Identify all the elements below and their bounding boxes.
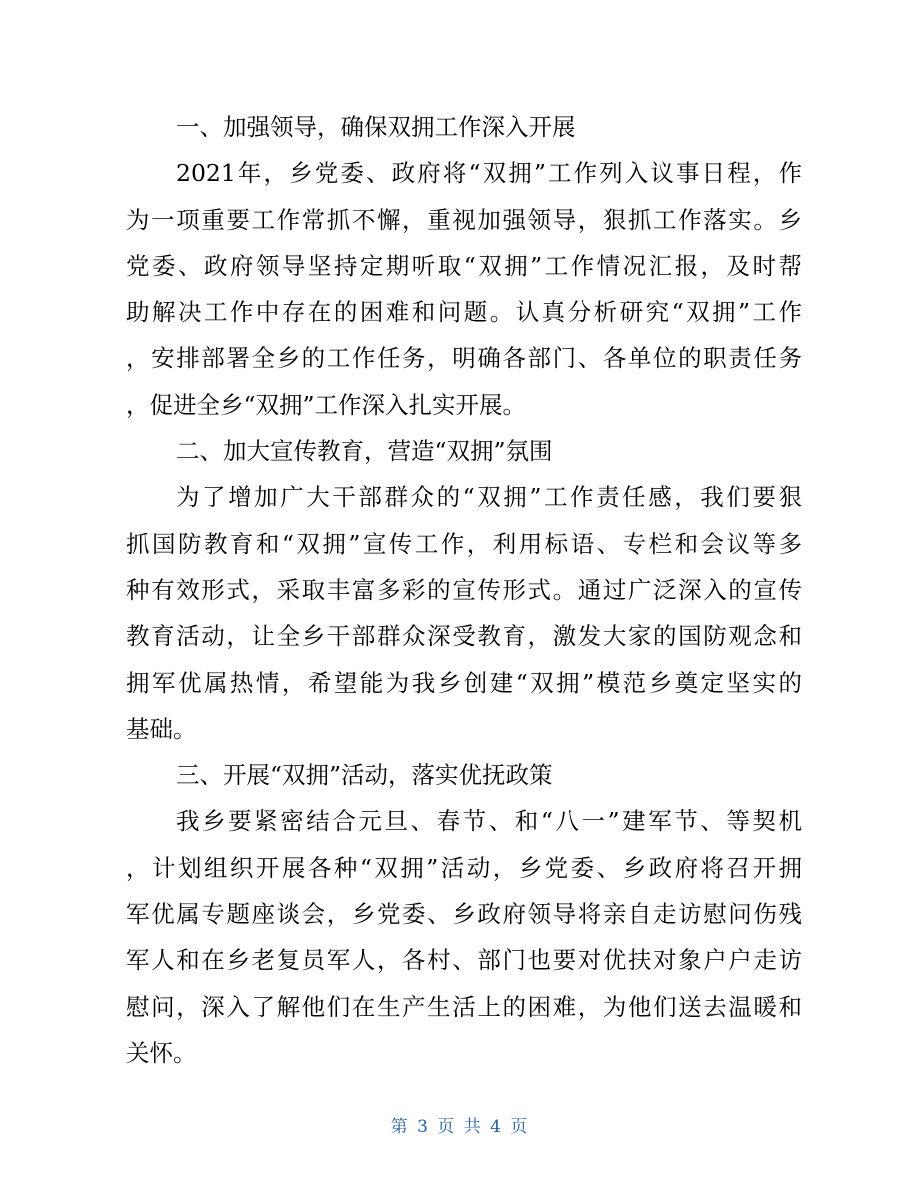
page-number-footer: 第 3 页 共 4 页 — [390, 1117, 530, 1137]
text-line: 三、开展“双拥”活动，落实优抚政策 — [176, 761, 553, 790]
text-line: 种有效形式，采取丰富多彩的宣传形式。通过广泛深入的宣传 — [126, 575, 802, 604]
document-body — [126, 104, 802, 1076]
text-line: 为了增加广大干部群众的“双拥”工作责任感，我们要狠 — [176, 483, 802, 512]
text-line: 教育活动，让全乡干部群众深受教育，激发大家的国防观念和 — [126, 622, 802, 651]
text-line: 抓国防教育和“双拥”宣传工作，利用标语、专栏和会议等多 — [126, 529, 802, 558]
text-line: 我乡要紧密结合元旦、春节、和“八一”建军节、等契机 — [176, 807, 802, 836]
text-line: 军优属专题座谈会，乡党委、乡政府领导将亲自走访慰问伤残 — [126, 900, 802, 929]
text-line: 军人和在乡老复员军人，各村、部门也要对优扶对象户户走访 — [126, 946, 802, 975]
text-line: 一、加强领导，确保双拥工作深入开展 — [176, 113, 576, 141]
text-line: ，促进全乡“双拥”工作深入扎实开展。 — [126, 390, 527, 419]
text-line: ，安排部署全乡的工作任务，明确各部门、各单位的职责任务 — [126, 344, 802, 373]
text-line: 基础。 — [126, 714, 197, 743]
text-line: 为一项重要工作常抓不懈，重视加强领导，狠抓工作落实。乡 — [126, 205, 802, 234]
text-line: 拥军优属热情，希望能为我乡创建“双拥”模范乡奠定坚实的 — [126, 668, 802, 697]
text-line: 2021年，乡党委、政府将“双拥”工作列入议事日程，作 — [176, 159, 802, 188]
text-line: 关怀。 — [126, 1038, 197, 1067]
text-line: 党委、政府领导坚持定期听取“双拥”工作情况汇报，及时帮 — [126, 251, 802, 280]
text-line: 助解决工作中存在的困难和问题。认真分析研究“双拥”工作 — [126, 298, 802, 327]
text-line: 二、加大宣传教育，营造“双拥”氛围 — [176, 437, 553, 466]
text-line: ，计划组织开展各种“双拥”活动，乡党委、乡政府将召开拥 — [126, 853, 802, 882]
text-line: 慰问，深入了解他们在生产生活上的困难，为他们送去温暖和 — [126, 992, 802, 1021]
